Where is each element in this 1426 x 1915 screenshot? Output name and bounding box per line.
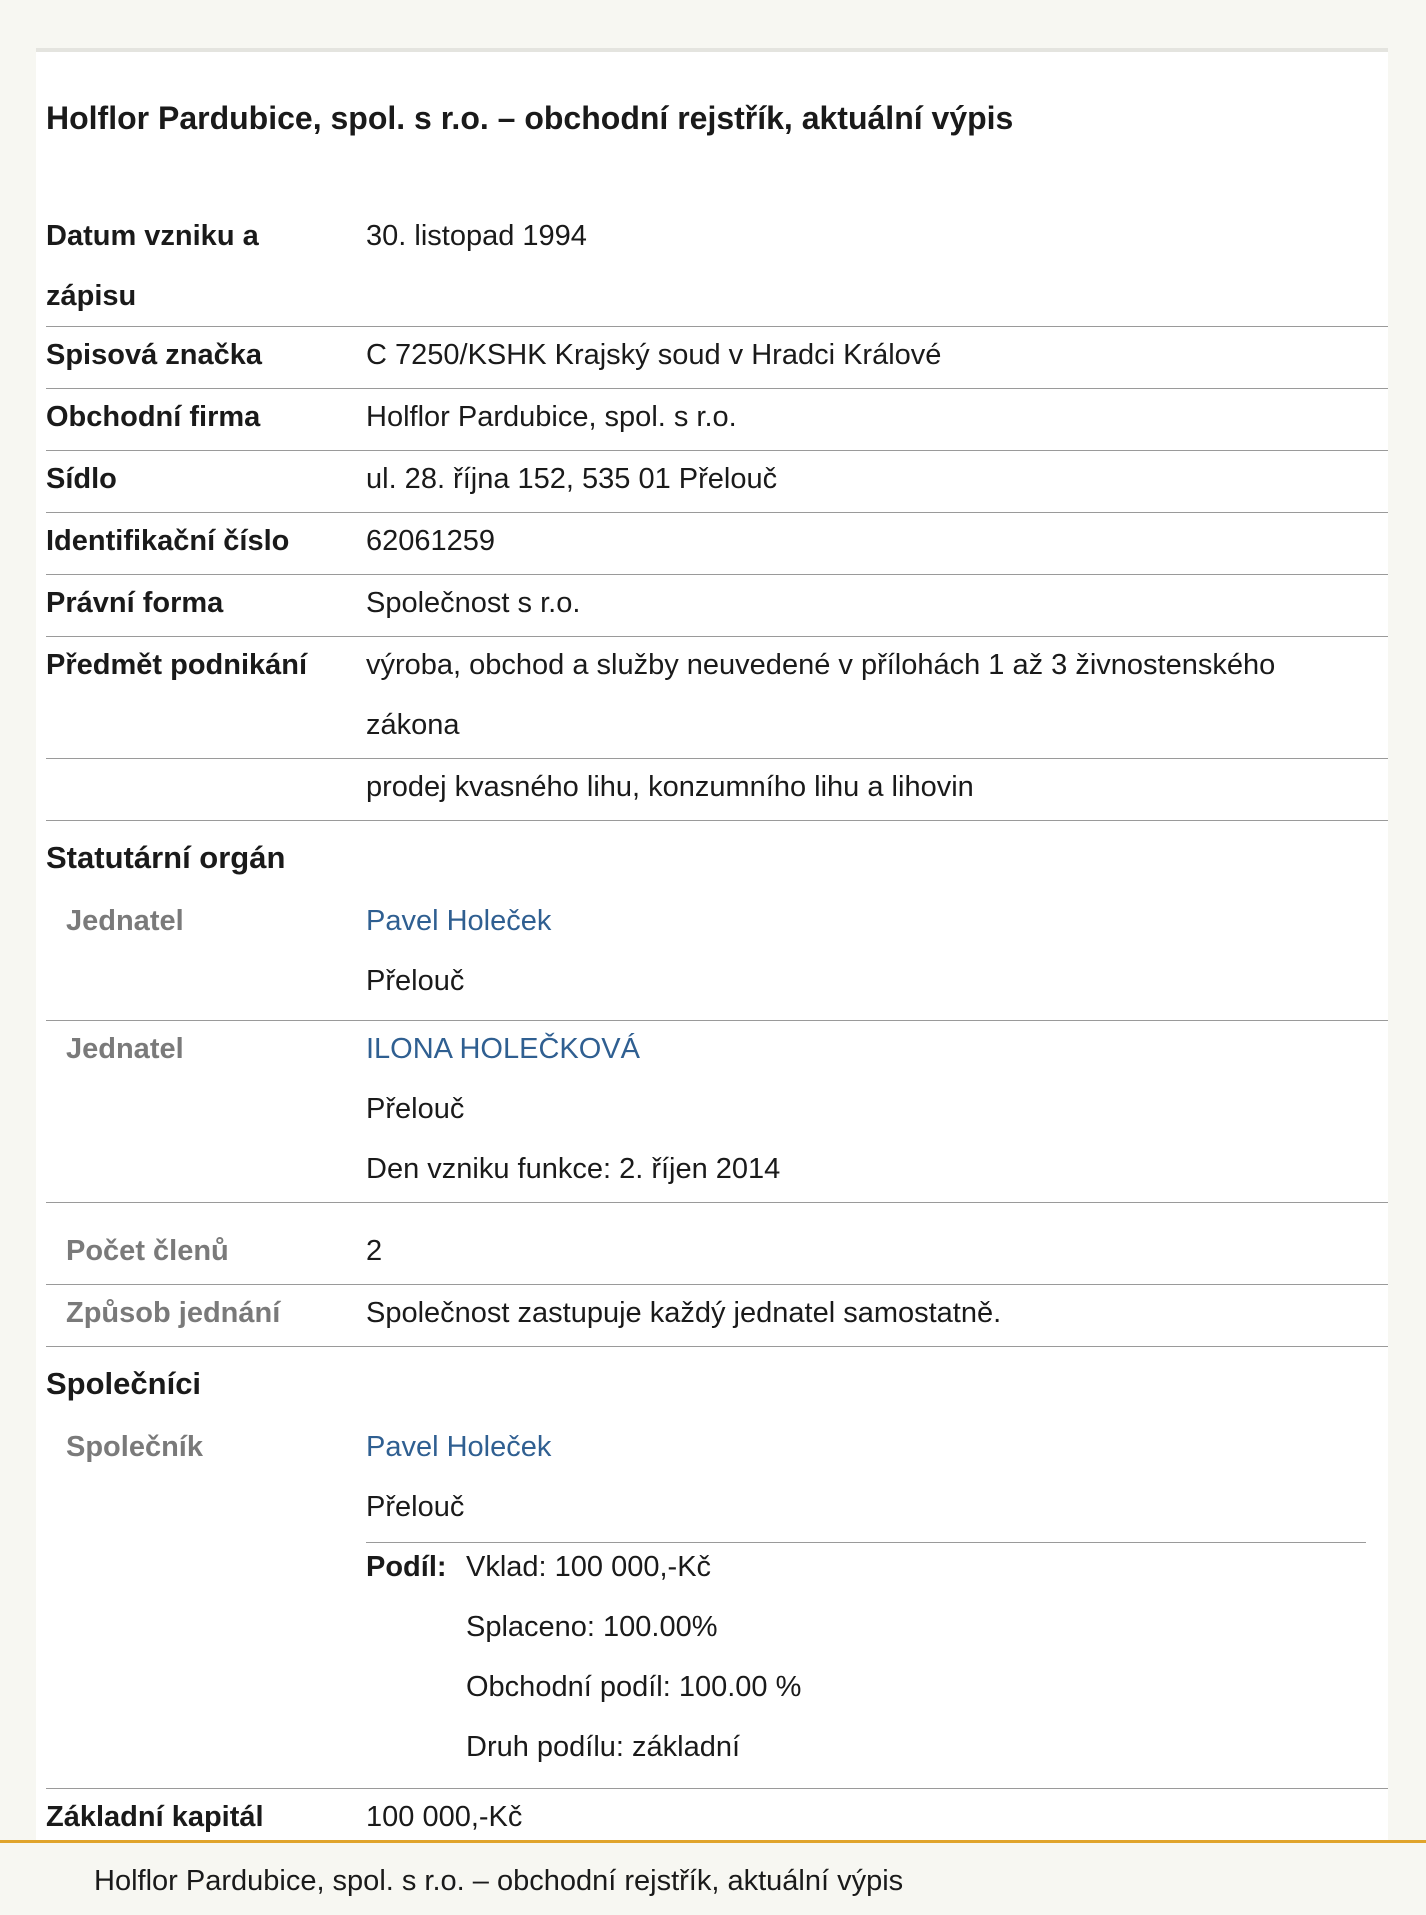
spolecnik-name-link[interactable]: Pavel Holeček: [366, 1431, 552, 1463]
value-spisova: C 7250/KSHK Krajský soud v Hradci Králové: [366, 339, 942, 371]
row-zpusob-jednani: [46, 1284, 1388, 1347]
spolecnik-city: Přelouč: [366, 1491, 465, 1523]
value-forma: Společnost s r.o.: [366, 587, 581, 619]
label-pocet-clenu: Počet členů: [66, 1235, 229, 1267]
member-extra-2: Den vzniku funkce: 2. říjen 2014: [366, 1153, 781, 1185]
value-kapital: 100 000,-Kč: [366, 1801, 523, 1833]
row-predmet-podnikani: [46, 636, 1388, 759]
podil-vklad: Vklad: 100 000,-Kč: [466, 1551, 712, 1583]
value-firma: Holflor Pardubice, spol. s r.o.: [366, 401, 737, 433]
member-role-2: Jednatel: [66, 1033, 184, 1065]
value-predmet-2: prodej kvasného lihu, konzumního lihu a lihovin: [366, 771, 974, 803]
row-predmet-2: [46, 758, 1388, 821]
row-spolecnik: [46, 1416, 1388, 1789]
member-city-1: Přelouč: [366, 965, 465, 997]
row-pravni-forma: [46, 574, 1388, 637]
value-ico: 62061259: [366, 525, 496, 557]
value-predmet-line1: výroba, obchod a služby neuvedené v přílohách 1 až 3 živnostenského: [366, 649, 1276, 681]
podil-divider: [366, 1542, 1366, 1543]
row-ico: [46, 512, 1388, 575]
label-firma: Obchodní firma: [46, 401, 261, 433]
member-name-link-1[interactable]: Pavel Holeček: [366, 905, 552, 937]
label-datum-line1: Datum vzniku a: [46, 220, 259, 252]
member-role-1: Jednatel: [66, 905, 184, 937]
section-statutarni-organ: Statutární orgán: [46, 840, 286, 875]
podil-splaceno: Splaceno: 100.00%: [466, 1611, 718, 1643]
value-datum: 30. listopad 1994: [366, 220, 587, 252]
footer-title: Holflor Pardubice, spol. s r.o. – obchodní rejstřík, aktuální výpis: [94, 1865, 904, 1897]
label-kapital: Základní kapitál: [46, 1801, 264, 1833]
value-predmet-line2: zákona: [366, 709, 460, 741]
label-sidlo: Sídlo: [46, 463, 117, 495]
podil-obchodni: Obchodní podíl: 100.00 %: [466, 1671, 802, 1703]
label-ico: Identifikační číslo: [46, 525, 290, 557]
podil-druh: Druh podílu: základní: [466, 1731, 741, 1763]
row-pocet-clenu: [46, 1202, 1388, 1285]
label-spisova: Spisová značka: [46, 339, 262, 371]
registry-card: [36, 48, 1388, 1842]
member-row-2: [46, 1020, 1388, 1203]
label-zpusob-jednani: Způsob jednání: [66, 1297, 281, 1329]
member-row-1: [46, 890, 1388, 1021]
row-spisova-znacka: [46, 326, 1388, 389]
label-predmet: Předmět podnikání: [46, 649, 308, 681]
label-spolecnik: Společník: [66, 1431, 203, 1463]
member-city-2: Přelouč: [366, 1093, 465, 1125]
row-obchodni-firma: [46, 388, 1388, 451]
label-forma: Právní forma: [46, 587, 224, 619]
podil-label: Podíl:: [366, 1551, 447, 1583]
value-pocet-clenu: 2: [366, 1235, 383, 1267]
page-footer: [0, 1840, 1426, 1915]
page-title: Holflor Pardubice, spol. s r.o. – obchodní rejstřík, aktuální výpis: [46, 100, 1014, 136]
row-sidlo: [46, 450, 1388, 513]
label-datum-line2: zápisu: [46, 280, 137, 312]
section-spolecnici: Společníci: [46, 1366, 202, 1401]
member-name-link-2[interactable]: ILONA HOLEČKOVÁ: [366, 1033, 640, 1065]
value-sidlo: ul. 28. října 152, 535 01 Přelouč: [366, 463, 778, 495]
value-zpusob-jednani: Společnost zastupuje každý jednatel samostatně.: [366, 1297, 1002, 1329]
row-datum-vzniku: [46, 164, 1388, 327]
